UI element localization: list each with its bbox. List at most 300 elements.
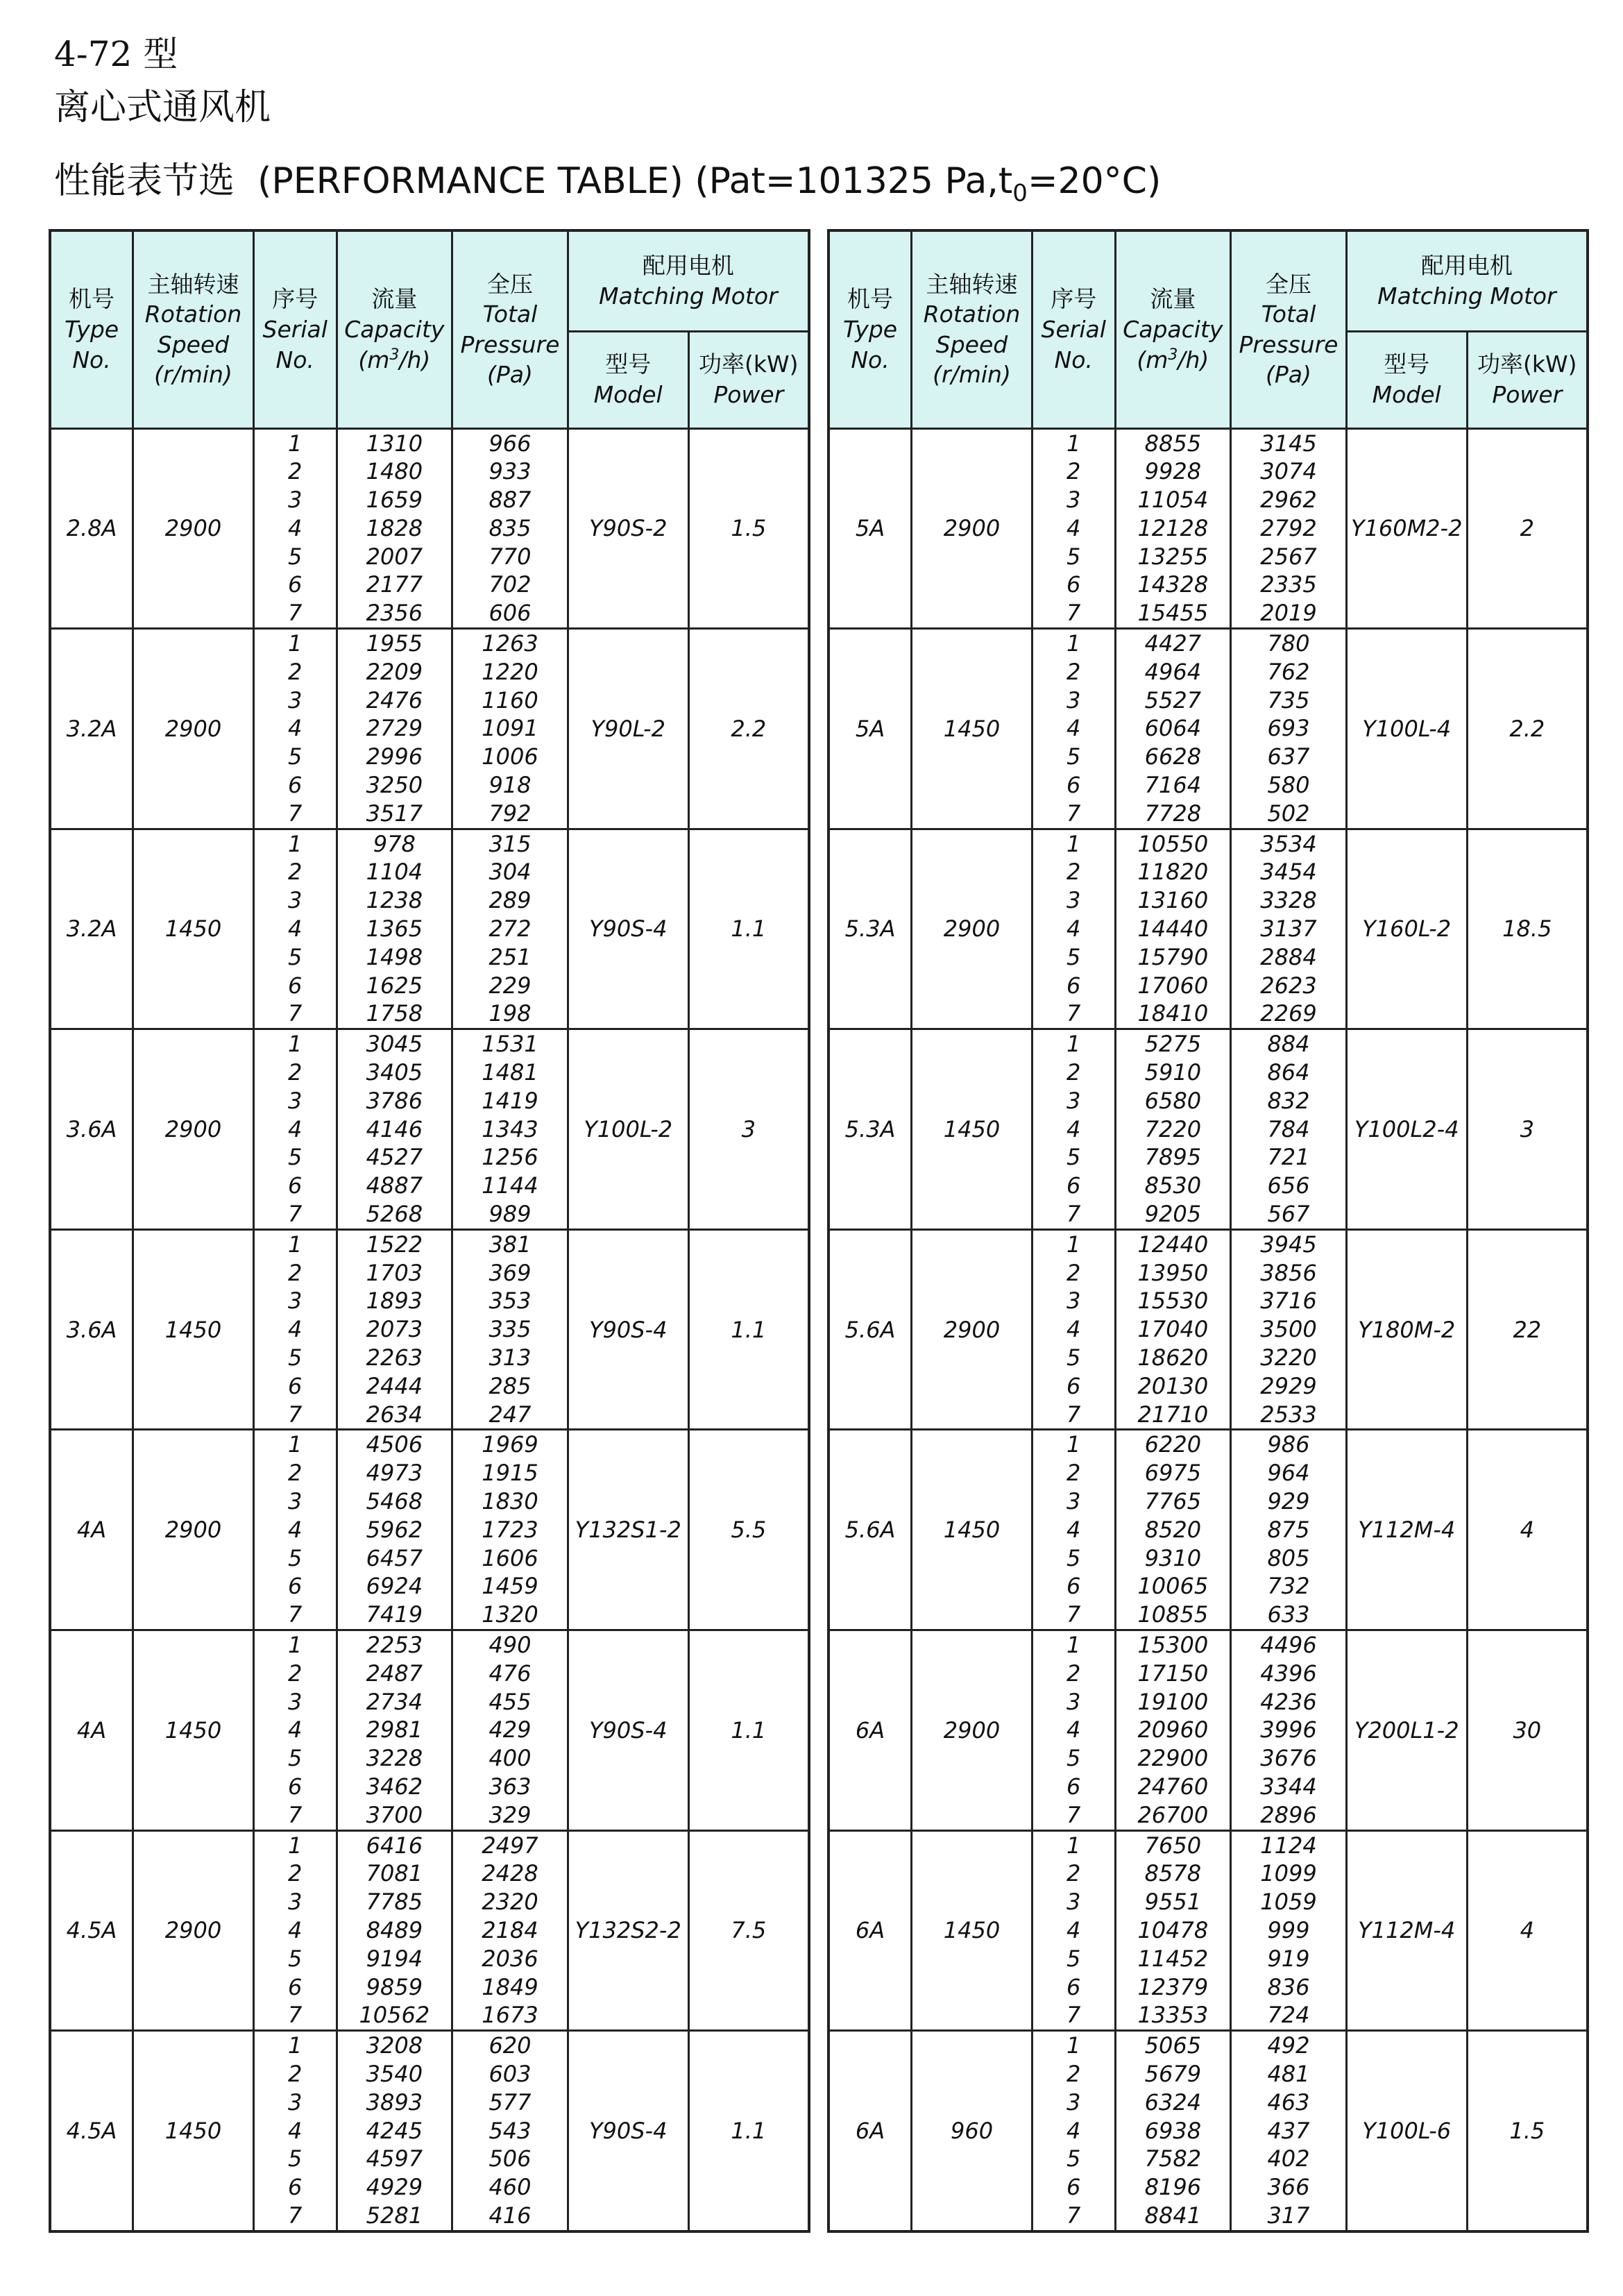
pressure-cell xyxy=(452,1830,568,2031)
pressure-value: 4496 xyxy=(1260,1631,1317,1658)
motor-model-cell: Y132S1-2 xyxy=(568,1430,688,1630)
capacity-cell xyxy=(337,1630,452,1830)
capacity-value: 3700 xyxy=(366,1801,423,1828)
pressure-value: 1006 xyxy=(482,743,538,770)
capacity-value: 14328 xyxy=(1137,571,1209,598)
capacity-value: 17150 xyxy=(1137,1660,1209,1687)
serial-value: 1 xyxy=(288,2032,303,2059)
serial-value: 5 xyxy=(288,943,303,970)
pressure-value: 1419 xyxy=(482,1087,538,1114)
capacity-value: 9551 xyxy=(1144,1889,1202,1916)
rotation-speed-cell: 960 xyxy=(912,2031,1033,2231)
serial-value: 3 xyxy=(1067,1688,1081,1715)
capacity-value: 20130 xyxy=(1137,1372,1209,1399)
serial-value: 4 xyxy=(1067,514,1081,541)
capacity-value: 6938 xyxy=(1144,2117,1202,2144)
type-no-cell: 3.2A xyxy=(50,829,133,1029)
serial-value: 5 xyxy=(288,743,303,770)
serial-value: 1 xyxy=(1067,2032,1081,2059)
capacity-value: 2981 xyxy=(366,1716,423,1744)
pressure-value: 1969 xyxy=(482,1431,538,1458)
pressure-cell xyxy=(1231,1029,1347,1230)
capacity-cell xyxy=(1115,1229,1231,1430)
capacity-value: 2209 xyxy=(366,658,423,685)
type-no-cell: 5A xyxy=(829,629,912,829)
pressure-value: 1220 xyxy=(482,658,538,685)
motor-power-cell: 30 xyxy=(1467,1630,1588,1830)
capacity-value: 3208 xyxy=(366,2032,423,2059)
capacity-value: 5281 xyxy=(366,2202,423,2229)
motor-model-cell: Y112M-4 xyxy=(1346,1430,1467,1630)
serial-value: 6 xyxy=(1067,972,1081,999)
pressure-value: 2320 xyxy=(482,1889,538,1916)
capacity-cell xyxy=(337,1229,452,1430)
capacity-value: 2263 xyxy=(366,1344,423,1371)
pressure-value: 832 xyxy=(1267,1087,1310,1114)
capacity-value: 4146 xyxy=(366,1115,423,1142)
serial-value: 1 xyxy=(1067,1031,1081,1058)
capacity-value: 3228 xyxy=(366,1745,423,1772)
pressure-value: 887 xyxy=(488,487,532,514)
serial-value: 7 xyxy=(288,1601,303,1628)
pressure-value: 3074 xyxy=(1260,458,1317,485)
col-header-model: 型号 Model xyxy=(1346,331,1467,428)
subtitle-end: =20°C) xyxy=(1027,160,1162,202)
pressure-value: 884 xyxy=(1267,1031,1310,1058)
serial-value: 1 xyxy=(1067,1631,1081,1658)
serial-value: 5 xyxy=(1067,1544,1081,1571)
capacity-cell xyxy=(337,1430,452,1630)
serial-value: 6 xyxy=(288,1773,303,1800)
capacity-value: 1522 xyxy=(366,1231,423,1258)
serial-value: 3 xyxy=(288,1087,303,1114)
serial-value: 7 xyxy=(288,1201,303,1228)
capacity-value: 22900 xyxy=(1137,1745,1209,1772)
capacity-value: 8578 xyxy=(1144,1860,1202,1887)
capacity-value: 6064 xyxy=(1144,715,1202,742)
capacity-value: 3517 xyxy=(366,800,423,827)
capacity-value: 10550 xyxy=(1137,830,1209,857)
capacity-value: 4597 xyxy=(366,2145,423,2172)
serial-value: 1 xyxy=(288,1031,303,1058)
serial-value: 5 xyxy=(288,2145,303,2172)
table-row xyxy=(829,1830,1588,2031)
serial-value: 1 xyxy=(288,1231,303,1258)
pressure-cell xyxy=(452,1630,568,1830)
type-no-cell: 3.6A xyxy=(50,1229,133,1430)
capacity-value: 19100 xyxy=(1137,1688,1209,1715)
pressure-value: 363 xyxy=(488,1773,532,1800)
pressure-value: 198 xyxy=(488,1000,532,1027)
performance-table-right xyxy=(827,229,1589,2233)
rotation-speed-cell: 1450 xyxy=(133,829,254,1029)
pressure-cell xyxy=(1231,829,1347,1029)
motor-model-cell: Y90S-2 xyxy=(568,428,688,629)
serial-value: 3 xyxy=(288,2088,303,2116)
capacity-value: 1310 xyxy=(366,430,423,457)
serial-value: 4 xyxy=(288,1716,303,1744)
capacity-value: 13353 xyxy=(1137,2002,1209,2029)
capacity-value: 3462 xyxy=(366,1773,423,1800)
pressure-cell xyxy=(452,2031,568,2231)
capacity-value: 1498 xyxy=(366,943,423,970)
capacity-cell xyxy=(1115,1029,1231,1230)
serial-value: 2 xyxy=(1067,1259,1081,1286)
capacity-value: 3786 xyxy=(366,1087,423,1114)
serial-value: 4 xyxy=(1067,2117,1081,2144)
serial-value: 2 xyxy=(1067,1460,1081,1487)
serial-value: 6 xyxy=(1067,1372,1081,1399)
capacity-value: 7765 xyxy=(1144,1487,1202,1514)
pressure-value: 476 xyxy=(488,1660,532,1687)
capacity-value: 8520 xyxy=(1144,1516,1202,1543)
pressure-value: 784 xyxy=(1267,1115,1310,1142)
pressure-value: 3534 xyxy=(1260,830,1317,857)
capacity-value: 18410 xyxy=(1137,1000,1209,1027)
pressure-value: 875 xyxy=(1267,1516,1310,1543)
type-no-cell: 5.6A xyxy=(829,1430,912,1630)
capacity-cell xyxy=(1115,2031,1231,2231)
pressure-value: 1263 xyxy=(482,630,538,657)
capacity-value: 1480 xyxy=(366,458,423,485)
serial-value: 3 xyxy=(1067,1087,1081,1114)
serial-value: 2 xyxy=(288,1460,303,1487)
pressure-value: 1343 xyxy=(482,1115,538,1142)
serial-value: 4 xyxy=(288,1316,303,1343)
serial-value: 3 xyxy=(1067,686,1081,714)
pressure-value: 3137 xyxy=(1260,915,1317,943)
capacity-value: 7220 xyxy=(1144,1115,1202,1142)
capacity-value: 2734 xyxy=(366,1688,423,1715)
pressure-value: 1059 xyxy=(1260,1889,1317,1916)
table-row xyxy=(829,2031,1588,2231)
serial-value: 6 xyxy=(288,571,303,598)
pressure-value: 966 xyxy=(488,430,532,457)
pressure-cell xyxy=(1231,1630,1347,1830)
pressure-value: 2019 xyxy=(1260,600,1317,627)
serial-value: 4 xyxy=(1067,715,1081,742)
pressure-value: 289 xyxy=(488,887,532,914)
serial-value: 4 xyxy=(1067,1115,1081,1142)
capacity-value: 8489 xyxy=(366,1916,423,1943)
pressure-cell xyxy=(452,428,568,629)
type-no-cell: 5.6A xyxy=(829,1229,912,1430)
serial-value: 6 xyxy=(1067,2174,1081,2201)
rotation-speed-cell: 1450 xyxy=(133,2031,254,2231)
serial-value: 6 xyxy=(288,1973,303,2000)
capacity-value: 2444 xyxy=(366,1372,423,1399)
serial-value: 3 xyxy=(1067,1487,1081,1514)
pressure-value: 381 xyxy=(488,1231,532,1258)
pressure-value: 2335 xyxy=(1260,571,1317,598)
rotation-speed-cell: 2900 xyxy=(133,1430,254,1630)
serial-value: 7 xyxy=(288,600,303,627)
col-header-serial: 序号 Serial No. xyxy=(253,230,337,428)
pressure-cell xyxy=(452,1029,568,1230)
capacity-value: 4964 xyxy=(1144,658,1202,685)
capacity-value: 6324 xyxy=(1144,2088,1202,2116)
serial-value: 6 xyxy=(1067,1973,1081,2000)
document-title: 离心式通风机 xyxy=(54,87,271,128)
pressure-value: 577 xyxy=(488,2088,532,2116)
capacity-value: 4245 xyxy=(366,2117,423,2144)
pressure-value: 2428 xyxy=(482,1860,538,1887)
table-row xyxy=(829,1430,1588,1630)
table-row xyxy=(829,1630,1588,1830)
serial-value: 3 xyxy=(288,887,303,914)
serial-value: 2 xyxy=(1067,1860,1081,1887)
serial-value: 5 xyxy=(1067,1745,1081,1772)
serial-cell xyxy=(1032,428,1115,629)
pressure-value: 1481 xyxy=(482,1059,538,1086)
capacity-value: 12128 xyxy=(1137,514,1209,541)
pressure-value: 3220 xyxy=(1260,1344,1317,1371)
pressure-value: 732 xyxy=(1267,1573,1310,1600)
serial-value: 6 xyxy=(288,772,303,799)
pressure-cell xyxy=(1231,1830,1347,2031)
capacity-value: 4887 xyxy=(366,1172,423,1199)
rotation-speed-cell: 2900 xyxy=(133,1830,254,2031)
capacity-value: 1893 xyxy=(366,1288,423,1315)
motor-power-cell: 7.5 xyxy=(688,1830,809,2031)
serial-value: 4 xyxy=(1067,1916,1081,1943)
serial-value: 3 xyxy=(1067,487,1081,514)
pressure-value: 455 xyxy=(488,1688,532,1715)
pressure-value: 567 xyxy=(1267,1201,1310,1228)
pressure-value: 1144 xyxy=(482,1172,538,1199)
pressure-value: 353 xyxy=(488,1288,532,1315)
pressure-value: 989 xyxy=(488,1201,532,1228)
pressure-value: 3716 xyxy=(1260,1288,1317,1315)
serial-value: 5 xyxy=(288,1745,303,1772)
capacity-value: 1238 xyxy=(366,887,423,914)
serial-cell xyxy=(253,1029,337,1230)
capacity-value: 5065 xyxy=(1144,2032,1202,2059)
serial-value: 6 xyxy=(288,1172,303,1199)
capacity-value: 15530 xyxy=(1137,1288,1209,1315)
capacity-value: 21710 xyxy=(1137,1401,1209,1428)
col-header-model: 型号 Model xyxy=(568,331,688,428)
capacity-value: 9194 xyxy=(366,1945,423,1972)
capacity-value: 11054 xyxy=(1137,487,1209,514)
serial-value: 4 xyxy=(288,715,303,742)
table-row xyxy=(50,2031,809,2231)
capacity-value: 10065 xyxy=(1137,1573,1209,1600)
pressure-value: 543 xyxy=(488,2117,532,2144)
pressure-value: 3945 xyxy=(1260,1231,1317,1258)
type-no-cell: 3.2A xyxy=(50,629,133,829)
serial-value: 2 xyxy=(1067,1059,1081,1086)
capacity-cell xyxy=(337,2031,452,2231)
type-no-cell: 6A xyxy=(829,1830,912,2031)
col-header-type: 机号 Type No. xyxy=(50,230,133,428)
pressure-value: 1124 xyxy=(1260,1832,1317,1859)
serial-cell xyxy=(1032,1229,1115,1430)
capacity-value: 978 xyxy=(373,830,416,857)
serial-value: 3 xyxy=(1067,887,1081,914)
motor-power-cell: 2 xyxy=(1467,428,1588,629)
type-no-cell: 6A xyxy=(829,1630,912,1830)
table-row xyxy=(50,1229,809,1430)
serial-cell xyxy=(1032,1630,1115,1830)
col-header-motor: 配用电机 Matching Motor xyxy=(568,230,809,331)
pressure-value: 933 xyxy=(488,458,532,485)
capacity-value: 7582 xyxy=(1144,2145,1202,2172)
pressure-value: 3500 xyxy=(1260,1316,1317,1343)
pressure-value: 3856 xyxy=(1260,1259,1317,1286)
pressure-value: 229 xyxy=(488,972,532,999)
serial-value: 2 xyxy=(1067,2060,1081,2087)
pressure-value: 3344 xyxy=(1260,1773,1317,1800)
capacity-value: 2356 xyxy=(366,600,423,627)
capacity-value: 5962 xyxy=(366,1516,423,1543)
capacity-cell xyxy=(337,829,452,1029)
serial-value: 1 xyxy=(288,430,303,457)
pressure-value: 313 xyxy=(488,1344,532,1371)
capacity-value: 2634 xyxy=(366,1401,423,1428)
motor-power-cell: 2.2 xyxy=(688,629,809,829)
pressure-value: 3676 xyxy=(1260,1745,1317,1772)
serial-value: 1 xyxy=(1067,630,1081,657)
capacity-value: 15455 xyxy=(1137,600,1209,627)
serial-cell xyxy=(253,428,337,629)
serial-value: 7 xyxy=(1067,1201,1081,1228)
rotation-speed-cell: 2900 xyxy=(912,1630,1033,1830)
pressure-value: 762 xyxy=(1267,658,1310,685)
serial-value: 4 xyxy=(288,2117,303,2144)
capacity-cell xyxy=(1115,1430,1231,1630)
serial-value: 5 xyxy=(1067,943,1081,970)
serial-value: 7 xyxy=(1067,600,1081,627)
pressure-value: 1256 xyxy=(482,1144,538,1171)
pressure-value: 1830 xyxy=(482,1487,538,1514)
serial-value: 2 xyxy=(1067,658,1081,685)
performance-table-left xyxy=(49,229,810,2233)
capacity-value: 15790 xyxy=(1137,943,1209,970)
capacity-value: 13950 xyxy=(1137,1259,1209,1286)
capacity-value: 6220 xyxy=(1144,1431,1202,1458)
pressure-value: 2567 xyxy=(1260,543,1317,570)
rotation-speed-cell: 1450 xyxy=(912,1430,1033,1630)
serial-value: 2 xyxy=(288,859,303,886)
capacity-value: 1104 xyxy=(366,859,423,886)
capacity-value: 4527 xyxy=(366,1144,423,1171)
serial-value: 2 xyxy=(1067,458,1081,485)
motor-power-cell: 1.5 xyxy=(688,428,809,629)
pressure-value: 792 xyxy=(488,800,532,827)
serial-value: 1 xyxy=(288,630,303,657)
capacity-value: 8855 xyxy=(1144,430,1202,457)
serial-cell xyxy=(1032,2031,1115,2231)
motor-power-cell: 3 xyxy=(688,1029,809,1230)
pressure-value: 603 xyxy=(488,2060,532,2087)
motor-model-cell: Y132S2-2 xyxy=(568,1830,688,2031)
capacity-value: 17060 xyxy=(1137,972,1209,999)
serial-value: 3 xyxy=(1067,1889,1081,1916)
serial-value: 4 xyxy=(1067,915,1081,943)
rotation-speed-cell: 1450 xyxy=(912,629,1033,829)
document-model-heading: 4-72 型 xyxy=(54,34,178,74)
motor-model-cell: Y90S-4 xyxy=(568,1229,688,1430)
rotation-speed-cell: 2900 xyxy=(912,1229,1033,1430)
serial-value: 4 xyxy=(1067,1516,1081,1543)
serial-value: 5 xyxy=(288,1144,303,1171)
pressure-value: 2792 xyxy=(1260,514,1317,541)
pressure-value: 329 xyxy=(488,1801,532,1828)
table-row xyxy=(829,1029,1588,1230)
serial-value: 4 xyxy=(288,1115,303,1142)
serial-cell xyxy=(253,2031,337,2231)
pressure-value: 369 xyxy=(488,1259,532,1286)
serial-value: 1 xyxy=(288,1431,303,1458)
serial-value: 7 xyxy=(1067,2002,1081,2029)
serial-value: 1 xyxy=(1067,1832,1081,1859)
serial-value: 2 xyxy=(288,1059,303,1086)
serial-cell xyxy=(253,829,337,1029)
capacity-value: 1828 xyxy=(366,514,423,541)
serial-value: 5 xyxy=(1067,1344,1081,1371)
capacity-value: 1625 xyxy=(366,972,423,999)
pressure-value: 2884 xyxy=(1260,943,1317,970)
serial-value: 2 xyxy=(288,2060,303,2087)
serial-value: 6 xyxy=(1067,1573,1081,1600)
capacity-value: 1365 xyxy=(366,915,423,943)
serial-value: 3 xyxy=(288,686,303,714)
serial-value: 2 xyxy=(288,1860,303,1887)
serial-value: 1 xyxy=(1067,430,1081,457)
capacity-value: 5679 xyxy=(1144,2060,1202,2087)
motor-model-cell: Y112M-4 xyxy=(1346,1830,1467,2031)
col-header-capacity: 流量 Capacity $(m^3/h)$ xyxy=(337,230,452,428)
serial-value: 7 xyxy=(288,1000,303,1027)
table-row xyxy=(50,1830,809,2031)
motor-model-cell: Y90S-4 xyxy=(568,2031,688,2231)
pressure-value: 3996 xyxy=(1260,1716,1317,1744)
type-no-cell: 5.3A xyxy=(829,829,912,1029)
capacity-value: 13160 xyxy=(1137,887,1209,914)
serial-value: 2 xyxy=(1067,859,1081,886)
serial-value: 7 xyxy=(288,1401,303,1428)
serial-value: 1 xyxy=(288,830,303,857)
pressure-value: 620 xyxy=(488,2032,532,2059)
capacity-value: 14440 xyxy=(1137,915,1209,943)
pressure-value: 999 xyxy=(1267,1916,1310,1943)
serial-value: 4 xyxy=(1067,1316,1081,1343)
serial-value: 2 xyxy=(288,1660,303,1687)
col-header-type: 机号 Type No. xyxy=(829,230,912,428)
serial-value: 3 xyxy=(288,1688,303,1715)
pressure-cell xyxy=(1231,629,1347,829)
capacity-value: 9859 xyxy=(366,1973,423,2000)
capacity-value: 1703 xyxy=(366,1259,423,1286)
pressure-value: 835 xyxy=(488,514,532,541)
rotation-speed-cell: 2900 xyxy=(912,829,1033,1029)
capacity-value: 4929 xyxy=(366,2174,423,2201)
col-header-serial: 序号 Serial No. xyxy=(1032,230,1115,428)
capacity-value: 13255 xyxy=(1137,543,1209,570)
capacity-value: 11820 xyxy=(1137,859,1209,886)
pressure-value: 481 xyxy=(1267,2060,1310,2087)
pressure-value: 1723 xyxy=(482,1516,538,1543)
serial-value: 7 xyxy=(288,800,303,827)
subtitle-subscript: 0 xyxy=(1012,179,1028,208)
type-no-cell: 4.5A xyxy=(50,1830,133,2031)
capacity-value: 2476 xyxy=(366,686,423,714)
motor-power-cell: 18.5 xyxy=(1467,829,1588,1029)
col-header-capacity: 流量 Capacity $(m^3/h)$ xyxy=(1115,230,1231,428)
pressure-cell xyxy=(452,829,568,1029)
serial-value: 2 xyxy=(288,1259,303,1286)
